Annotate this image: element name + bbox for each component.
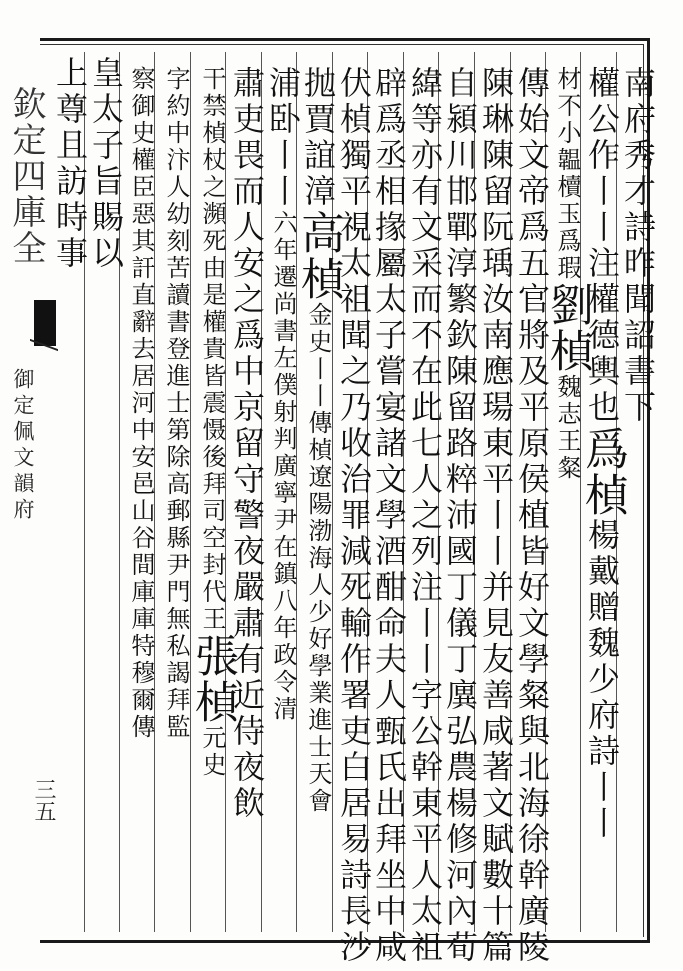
text-column (263, 66, 303, 723)
column-text: 金史丨丨傳楨遼陽渤海人少好學業進士天會 (304, 302, 332, 815)
text-column: 南府秀才詩昨聞詔書下 (619, 66, 657, 426)
column-text: 元史 (198, 725, 226, 779)
column-text: 六年遷尚書左僕射判廣寧尹在鎮八年政令清 (269, 210, 297, 723)
text-column (187, 66, 238, 779)
headword: 劉楨 (542, 282, 593, 374)
text-column: 上尊且訪時事 (51, 56, 89, 272)
text-column: 皇太子旨賜以 (87, 56, 125, 272)
column-text: 材不小韞櫝玉爲瑕 (553, 66, 581, 282)
column-text: 魏志王粲 (553, 374, 581, 482)
text-column (293, 66, 344, 815)
text-column: 傳始文帝爲五官將及平原侯植皆好文學粲與北海徐幹廣陵 (513, 66, 551, 966)
black-mouth-mark (34, 300, 56, 346)
text-column: 肅吏畏而人安之爲中京留守警夜嚴肅有近侍夜飲 (228, 66, 266, 822)
text-column: 辟爲丞相掾屬太子嘗宴諸文學酒酣命夫人甄氏出拜坐中咸 (370, 66, 408, 966)
column-text: 權公作丨丨注權德輿也 (583, 66, 621, 426)
column-text: 楊戴贈魏少府詩丨丨 (583, 518, 621, 842)
text-column: 字約中汴人幼刻苦讀書登進士第除高郵縣尹門無私謁拜監 (162, 66, 190, 741)
column-text: 抛賈誼漳 (299, 66, 337, 210)
text-column: 察御史權臣惡其訐直辭去居河中安邑山谷間庫庫特穆爾傳 (127, 66, 155, 741)
text-column: 伏楨獨平視太祖聞之乃收治罪減死輸作署吏白居易詩長沙 (335, 66, 373, 966)
text-column (577, 66, 628, 842)
text-column: 陳琳陳留阮瑀汝南應瑒東平丨丨并見友善咸著文賦數十篇 (477, 66, 515, 966)
text-column: 自潁川邯鄲淳繁欽陳留路粹沛國丁儀丁廙弘農楊修河內荀 (441, 66, 479, 966)
text-column (542, 66, 593, 482)
column-text: 干禁楨杖之瀕死由是權貴皆震慑後拜司空封代王 (198, 66, 226, 633)
text-column: 緯等亦有文采而不在此七人之列注丨丨字公幹東平人太祖 (406, 66, 444, 966)
book-title: 御定佩文韻府 (11, 368, 35, 524)
headword: 張楨 (187, 633, 238, 725)
headword: 高楨 (293, 210, 344, 302)
collection-title: 欽定四庫全 (6, 86, 46, 266)
page-number: 三五 (31, 778, 56, 822)
headword: 爲楨 (577, 426, 628, 518)
column-text: 浦卧丨丨 (264, 66, 302, 210)
